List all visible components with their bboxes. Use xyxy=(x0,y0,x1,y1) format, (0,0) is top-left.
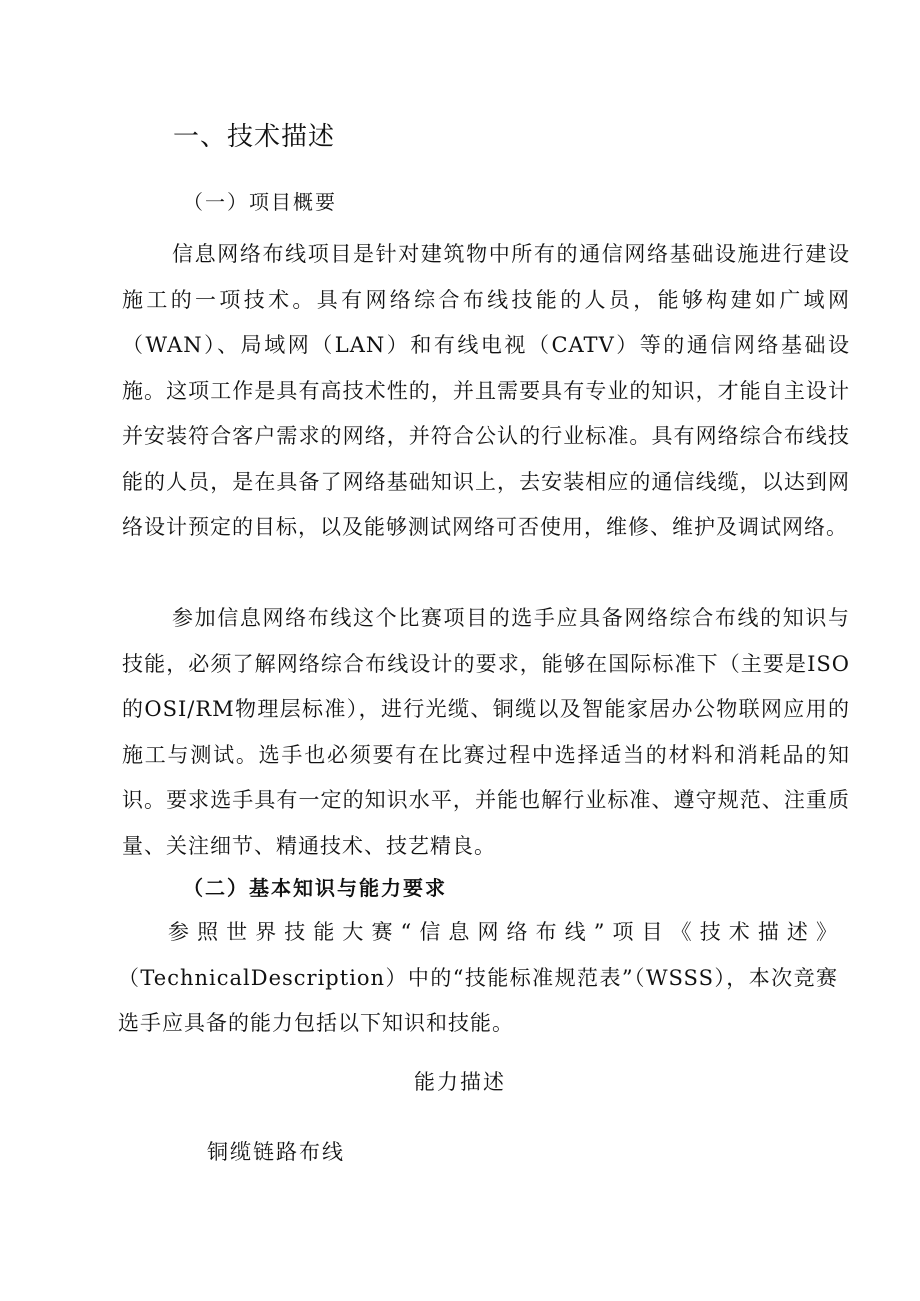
competency-item: 铜缆链路布线 xyxy=(207,1140,345,1164)
overview-paragraph-2: 参加信息网络布线这个比赛项目的选手应具备网络综合布线的知识与技能，必须了解网络综合布线设计的要求，能够在国际标准下（主要是ISO的OSI/RM物理层标准），进行光缆、铜缆以及智能家居办公物联网应用的施工与测试。选手也必须要有在比赛过程中选择适当的材料和消耗品的知识。要求选手具有一定的知识水平，并能也解行业标准、遵守规范、注重质量、关注细节、精通技术、技艺精良。 xyxy=(122,606,850,858)
overview-heading: （一）项目概要 xyxy=(183,190,337,214)
section-title: 一、技术描述 xyxy=(173,122,336,152)
table-caption: 能力描述 xyxy=(414,1070,506,1094)
requirements-paragraph: 参照世界技能大赛“信息网络布线”项目《技术描述》（TechnicalDescription）中的“技能标准规范表”（WSSS），本次竞赛选手应具备的能力包括以下知识和技能。 xyxy=(118,920,838,1035)
requirements-heading: （二）基本知识与能力要求 xyxy=(183,876,447,900)
overview-paragraph-1: 信息网络布线项目是针对建筑物中所有的通信网络基础设施进行建设施工的一项技术。具有网络综合布线技能的人员，能够构建如广域网（WAN）、局域网（LAN）和有线电视（CATV）等的通信网络基础设施。这项工作是具有高技术性的，并且需要具有专业的知识，才能自主设计并安装符合客户需求的网络，并符合公认的行业标准。具有网络综合布线技能的人员，是在具备了网络基础知识上，去安装相应的通信线缆，以达到网络设计预定的目标，以及能够测试网络可否使用，维修、维护及调试网络。 xyxy=(122,242,850,539)
